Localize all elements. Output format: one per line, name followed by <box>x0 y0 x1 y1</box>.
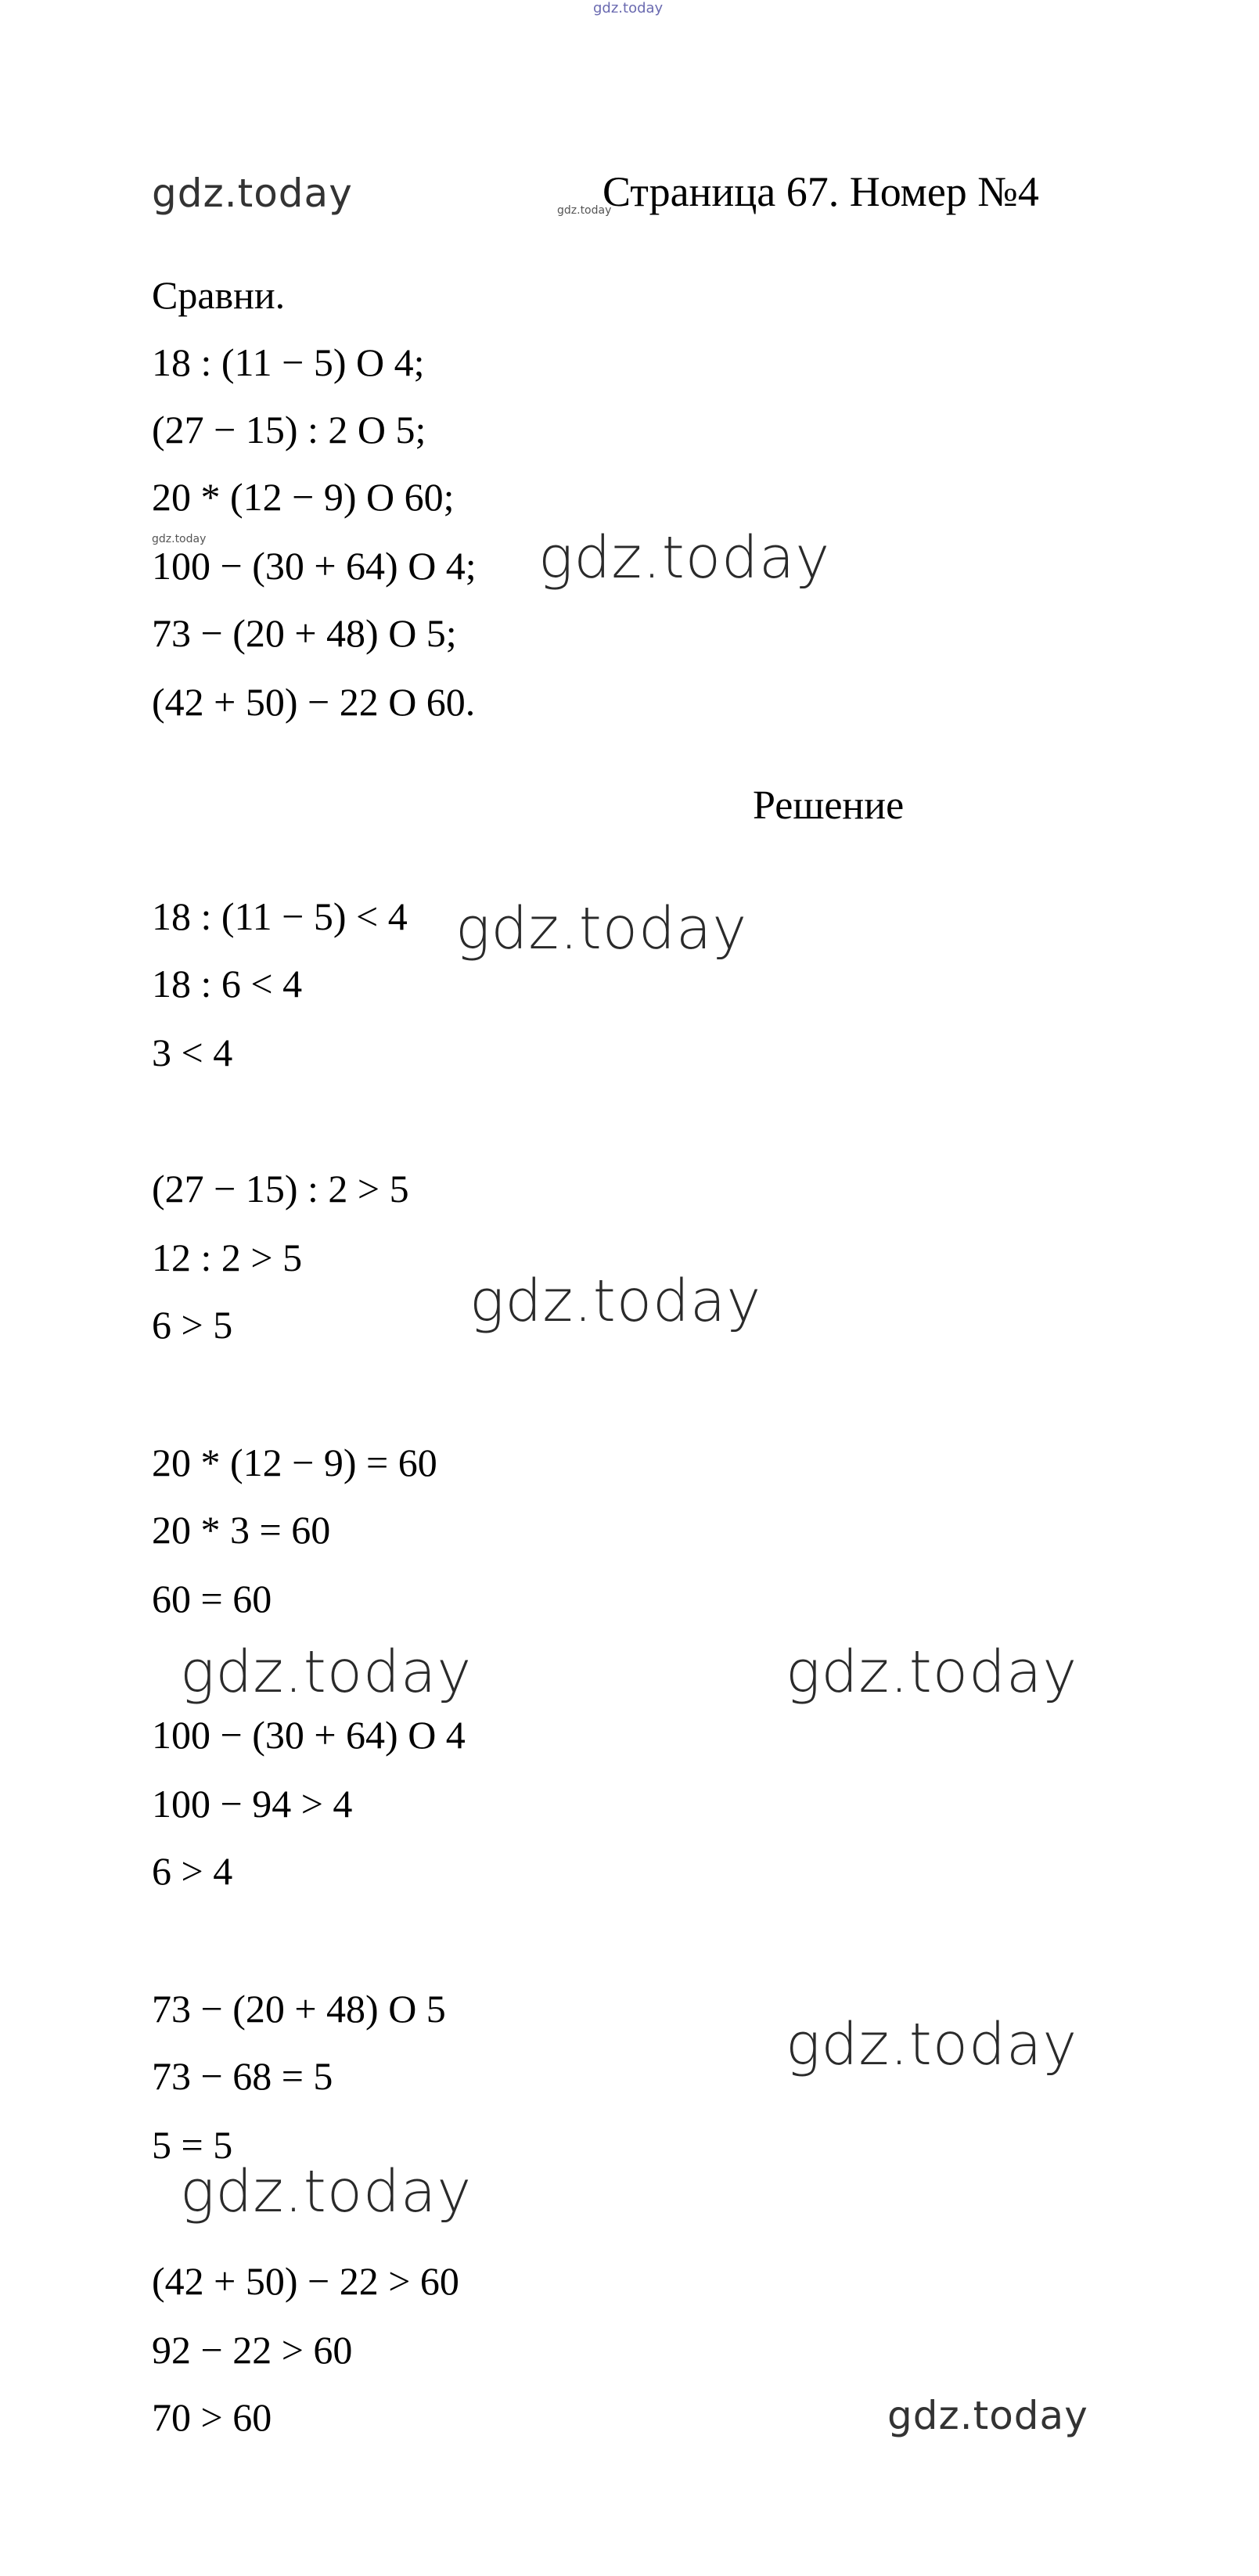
solution-line: 73 − 68 = 5 <box>152 2054 333 2098</box>
solution-line: 6 > 4 <box>152 1849 233 1893</box>
solution-line: 18 : (11 − 5) < 4 <box>152 894 408 938</box>
solution-line: 100 − 94 > 4 <box>152 1782 353 1826</box>
solution-line: 60 = 60 <box>152 1577 272 1621</box>
solution-line: 20 * 3 = 60 <box>152 1508 331 1552</box>
watermark: gdz.today <box>887 2393 1088 2438</box>
watermark: gdz.today <box>180 2158 473 2225</box>
solution-line: 73 − (20 + 48) O 5 <box>152 1987 446 2031</box>
solution-line: 6 > 5 <box>152 1303 233 1347</box>
solution-line: 20 * (12 − 9) = 60 <box>152 1441 437 1484</box>
solution-line: 3 < 4 <box>152 1031 233 1074</box>
solution-heading: Решение <box>753 783 905 828</box>
solution-line: 12 : 2 > 5 <box>152 1236 303 1279</box>
site-logo: gdz.today <box>152 171 353 216</box>
task-expression: 100 − (30 + 64) O 4; <box>152 544 477 588</box>
solution-line: 92 − 22 > 60 <box>152 2328 353 2372</box>
watermark: gdz.today <box>152 533 207 545</box>
watermark: gdz.today <box>180 1639 473 1706</box>
solution-line: 18 : 6 < 4 <box>152 962 303 1006</box>
task-expression: (27 − 15) : 2 O 5; <box>152 408 426 452</box>
watermark: gdz.today <box>538 524 831 592</box>
task-expression: 73 − (20 + 48) O 5; <box>152 611 457 655</box>
solution-line: (27 − 15) : 2 > 5 <box>152 1167 409 1211</box>
task-expression: (42 + 50) − 22 O 60. <box>152 680 476 724</box>
page-title: Страница 67. Номер №4 <box>603 168 1039 215</box>
watermark: gdz.today <box>786 1639 1078 1706</box>
task-expression: 18 : (11 − 5) O 4; <box>152 340 425 384</box>
watermark: gdz.today <box>786 2011 1078 2078</box>
watermark: gdz.today <box>455 895 748 962</box>
watermark: gdz.today <box>469 1268 762 1335</box>
solution-line: 100 − (30 + 64) O 4 <box>152 1713 466 1757</box>
watermark: gdz.today <box>593 0 664 16</box>
solution-line: 5 = 5 <box>152 2123 233 2167</box>
solution-line: (42 + 50) − 22 > 60 <box>152 2259 459 2303</box>
task-instruction: Сравни. <box>152 273 286 317</box>
solution-line: 70 > 60 <box>152 2395 272 2439</box>
task-expression: 20 * (12 − 9) O 60; <box>152 475 455 519</box>
watermark: gdz.today <box>557 204 612 217</box>
